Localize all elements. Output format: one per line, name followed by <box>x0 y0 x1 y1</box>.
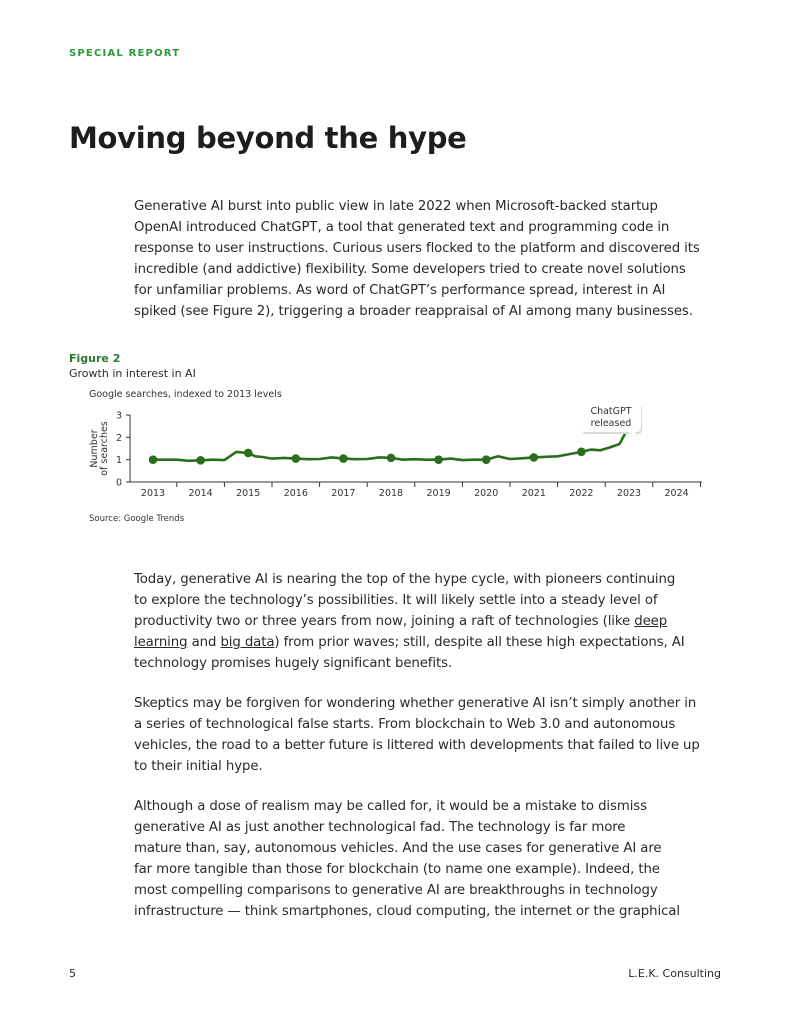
text-segment: to explore the technology’s possibilities. It will likely settle into a steady level of <box>134 593 658 608</box>
data-point <box>577 448 586 457</box>
text-segment: ) from prior waves; still, despite all these high expectations, AI <box>274 635 685 650</box>
text-segment: generative AI as just another technological fad. The technology is far more <box>134 820 626 835</box>
paragraph-line <box>134 796 680 817</box>
section-tag: SPECIAL REPORT <box>69 48 181 59</box>
data-point <box>149 455 158 464</box>
x-tick-label: 2015 <box>236 488 261 499</box>
x-tick-label: 2013 <box>140 488 166 499</box>
paragraph-line <box>134 653 685 674</box>
data-point <box>339 454 348 463</box>
text-segment: most compelling comparisons to generative AI are breakthroughs in technology <box>134 883 658 898</box>
paragraph-line <box>134 756 700 777</box>
text-segment: technology promises hugely significant benefits. <box>134 656 453 671</box>
paragraph-line <box>134 838 680 859</box>
annotation-label: released <box>590 418 632 429</box>
x-tick-label: 2024 <box>664 488 689 499</box>
paragraph-line <box>134 569 685 590</box>
body-paragraph-2 <box>134 693 700 777</box>
intro-line: incredible (and addictive) flexibility. Some developers tried to create novel solutions <box>134 262 686 277</box>
series-line <box>153 416 634 461</box>
x-tick-label: 2023 <box>616 488 642 499</box>
intro-line: OpenAI introduced ChatGPT, a tool that generated text and programming code in <box>134 220 670 235</box>
paragraph-line <box>134 714 700 735</box>
intro-line: response to user instructions. Curious users flocked to the platform and discovered its <box>134 241 700 256</box>
y-axis-label: of searches <box>99 421 110 476</box>
paragraph-line <box>134 817 680 838</box>
text-segment: a series of technological false starts. From blockchain to Web 3.0 and autonomous <box>134 717 676 732</box>
link-deep[interactable]: deep <box>634 614 668 629</box>
body-paragraph-1 <box>134 569 685 674</box>
intro-line: spiked (see Figure 2), triggering a broader reappraisal of AI among many businesses. <box>134 304 693 319</box>
x-tick-label: 2014 <box>188 488 213 499</box>
paragraph-line <box>134 880 680 901</box>
page-title: Moving beyond the hype <box>69 121 467 155</box>
text-segment: infrastructure — think smartphones, cloud computing, the internet or the graphical <box>134 904 680 919</box>
figure-source: Source: Google Trends <box>89 514 185 524</box>
y-tick-label: 1 <box>115 455 122 467</box>
text-segment: productivity two or three years from now, joining a raft of technologies (like <box>134 614 635 629</box>
paragraph-line <box>134 693 700 714</box>
intro-line: Generative AI burst into public view in late 2022 when Microsoft-backed startup <box>134 199 658 214</box>
intro-line: for unfamiliar problems. As word of ChatGPT’s performance spread, interest in AI <box>134 283 666 298</box>
data-point <box>482 455 491 464</box>
data-point <box>434 455 443 464</box>
paragraph-line <box>134 735 700 756</box>
x-tick-label: 2021 <box>521 488 546 499</box>
figure-caption: Growth in interest in AI <box>69 367 196 380</box>
paragraph-line <box>134 590 685 611</box>
x-tick-label: 2022 <box>569 488 594 499</box>
text-segment: to their initial hype. <box>134 759 263 774</box>
data-point <box>244 449 253 458</box>
paragraph-line <box>134 611 685 632</box>
text-segment: Although a dose of realism may be called for, it would be a mistake to dismiss <box>134 799 647 814</box>
text-segment: vehicles, the road to a better future is littered with developments that failed to live up <box>134 738 700 753</box>
text-segment: Skeptics may be forgiven for wondering whether generative AI isn’t simply another in <box>134 696 697 711</box>
data-point <box>196 456 205 465</box>
x-tick-label: 2020 <box>474 488 499 499</box>
y-tick-label: 0 <box>115 477 122 489</box>
data-point <box>530 453 539 462</box>
text-segment: and <box>187 635 221 650</box>
x-tick-label: 2016 <box>283 488 308 499</box>
paragraph-line <box>134 632 685 653</box>
figure-label: Figure 2 <box>69 352 121 365</box>
paragraph-line <box>134 859 680 880</box>
link-big-data[interactable]: big data <box>220 635 275 650</box>
data-point <box>292 454 301 463</box>
text-segment: Today, generative AI is nearing the top of the hype cycle, with pioneers continuing <box>134 572 676 587</box>
y-tick-label: 2 <box>115 432 122 444</box>
figure-subtitle: Google searches, indexed to 2013 levels <box>89 389 282 400</box>
paragraph-line <box>134 901 680 922</box>
x-tick-label: 2018 <box>378 488 404 499</box>
body-paragraph-3 <box>134 796 680 922</box>
text-segment: mature than, say, autonomous vehicles. And the use cases for generative AI are <box>134 841 662 856</box>
data-point <box>387 454 396 463</box>
footer-brand: L.E.K. Consulting <box>628 967 721 980</box>
link-learning[interactable]: learning <box>134 635 188 650</box>
x-tick-label: 2019 <box>426 488 451 499</box>
annotation-label: ChatGPT <box>590 406 632 417</box>
text-segment: far more tangible than those for blockchain (to name one example). Indeed, the <box>134 862 660 877</box>
y-axis-label: Number <box>89 429 100 468</box>
page-number: 5 <box>69 967 76 980</box>
y-tick-label: 3 <box>115 410 122 422</box>
x-tick-label: 2017 <box>331 488 356 499</box>
